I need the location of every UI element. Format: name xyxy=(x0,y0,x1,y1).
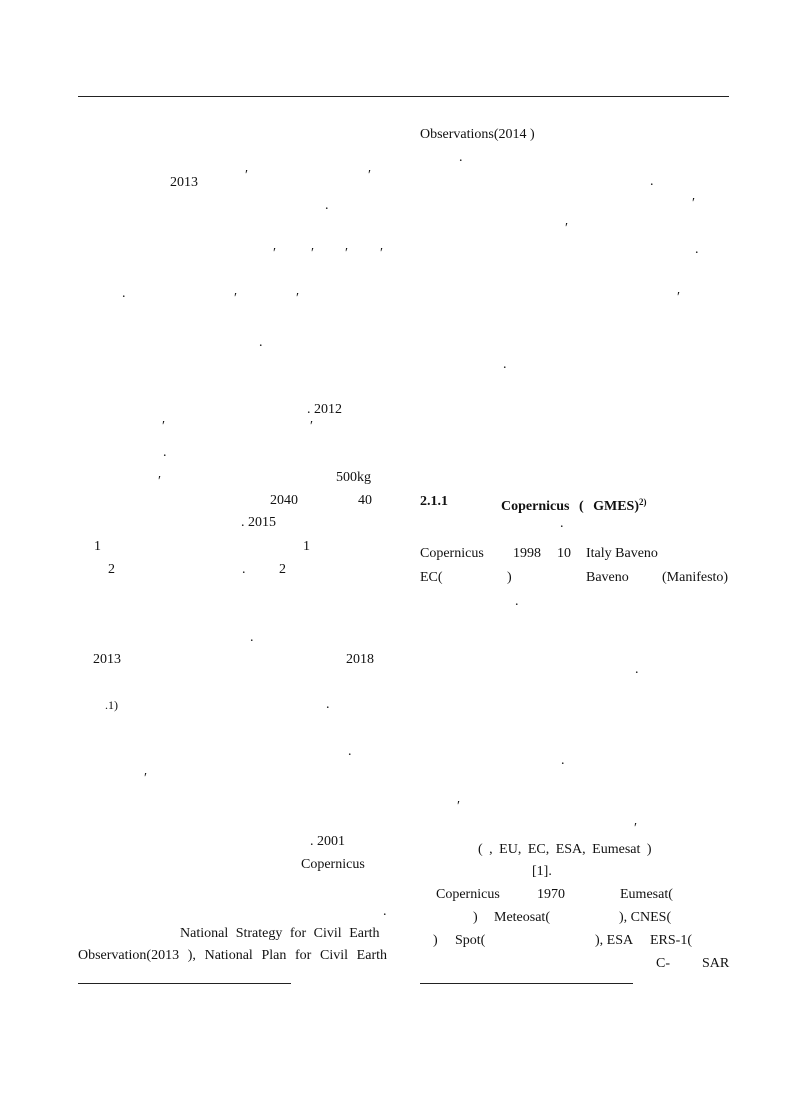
dot-7: . xyxy=(326,697,330,712)
dot-3: . xyxy=(259,335,263,350)
dot-6: . xyxy=(250,630,254,645)
num-1-b: 1 xyxy=(303,539,310,554)
line-meteosat-cnes: ), CNES( xyxy=(619,910,672,925)
line-1998-year: 1998 xyxy=(513,546,541,561)
year-2013-b: 2013 xyxy=(93,652,121,667)
line-ec-close: ) xyxy=(507,570,512,585)
observations-2014: Observations(2014 ) xyxy=(420,127,535,142)
num-2-b: 2 xyxy=(279,562,286,577)
comma-12: ′ xyxy=(144,771,148,786)
year-2012: . 2012 xyxy=(307,402,342,417)
section-title xyxy=(501,494,647,515)
footnote-rule-left xyxy=(78,983,291,984)
dot-r3: . xyxy=(695,242,699,257)
line-meteosat-name: Meteosat( xyxy=(494,910,550,925)
comma-7: ′ xyxy=(234,291,238,306)
year-2001: . 2001 xyxy=(310,834,345,849)
line-national-strategy: National Strategy for Civil Earth xyxy=(180,926,380,941)
reference-1: [1]. xyxy=(532,864,552,879)
line-meteosat-close: ) xyxy=(473,910,478,925)
dot-r1: . xyxy=(459,150,463,165)
dot-r5: . xyxy=(560,516,564,531)
dot-r8: . xyxy=(561,753,565,768)
comma-3: ′ xyxy=(273,246,277,261)
year-2015: . 2015 xyxy=(241,515,276,530)
comma-r5: ′ xyxy=(634,821,638,836)
comma-11: ′ xyxy=(158,474,162,489)
line-1998-copernicus: Copernicus xyxy=(420,546,484,561)
line-1998-place: Italy Baveno xyxy=(586,546,658,561)
section-number: 2.1.1 xyxy=(420,494,448,509)
line-1998-month: 10 xyxy=(557,546,571,561)
dot-8: . xyxy=(348,744,352,759)
dot-1: . xyxy=(325,198,329,213)
section-footnote-ref: 2) xyxy=(639,497,647,507)
comma-r1: ′ xyxy=(692,196,696,211)
dot-r4: . xyxy=(503,357,507,372)
comma-2: ′ xyxy=(368,168,372,183)
comma-r3: ′ xyxy=(677,290,681,305)
line-ec-open: EC( xyxy=(420,570,443,585)
header-rule xyxy=(78,96,729,97)
comma-9: ′ xyxy=(162,419,166,434)
comma-r2: ′ xyxy=(565,221,569,236)
line-1970-copernicus: Copernicus xyxy=(436,887,500,902)
mass-500kg: 500kg xyxy=(336,470,371,485)
num-40: 40 xyxy=(358,493,372,508)
comma-1: ′ xyxy=(245,168,249,183)
year-2040: 2040 xyxy=(270,493,298,508)
footnote-ref-1: .1) xyxy=(105,698,118,712)
comma-r4: ′ xyxy=(457,799,461,814)
comma-8: ′ xyxy=(296,291,300,306)
dot-2: . xyxy=(122,286,126,301)
line-observation: Observation(2013 ), National Plan for Civil Earth xyxy=(78,948,387,963)
footnote-rule-right xyxy=(420,983,633,984)
year-2013-a: 2013 xyxy=(170,175,198,190)
comma-4: ′ xyxy=(311,246,315,261)
line-spot-esa: ), ESA xyxy=(595,933,634,948)
dot-4: . xyxy=(163,445,167,460)
dot-5: . xyxy=(242,562,246,577)
dot-9: . xyxy=(383,904,387,919)
line-spot-ers: ERS-1( xyxy=(650,933,692,948)
line-1970-year: 1970 xyxy=(537,887,565,902)
line-1970-eumesat: Eumesat( xyxy=(620,887,673,902)
agency-list: ( , EU, EC, ESA, Eumesat ) xyxy=(478,842,652,857)
num-1-a: 1 xyxy=(94,539,101,554)
line-sar-c: C- xyxy=(656,956,670,971)
num-2-a: 2 xyxy=(108,562,115,577)
comma-5: ′ xyxy=(345,246,349,261)
line-sar: SAR xyxy=(702,956,730,971)
line-ec-baveno: Baveno xyxy=(586,570,629,585)
dot-r6: . xyxy=(515,594,519,609)
copernicus-a: Copernicus xyxy=(301,857,365,872)
line-spot-name: Spot( xyxy=(455,933,486,948)
dot-r7: . xyxy=(635,662,639,677)
line-ec-manifesto: (Manifesto) xyxy=(662,570,729,585)
line-spot-close: ) xyxy=(433,933,438,948)
section-title-text: Copernicus ( GMES) xyxy=(501,499,639,514)
year-2018: 2018 xyxy=(346,652,374,667)
comma-6: ′ xyxy=(380,246,384,261)
comma-10: ′ xyxy=(310,419,314,434)
dot-r2: . xyxy=(650,174,654,189)
